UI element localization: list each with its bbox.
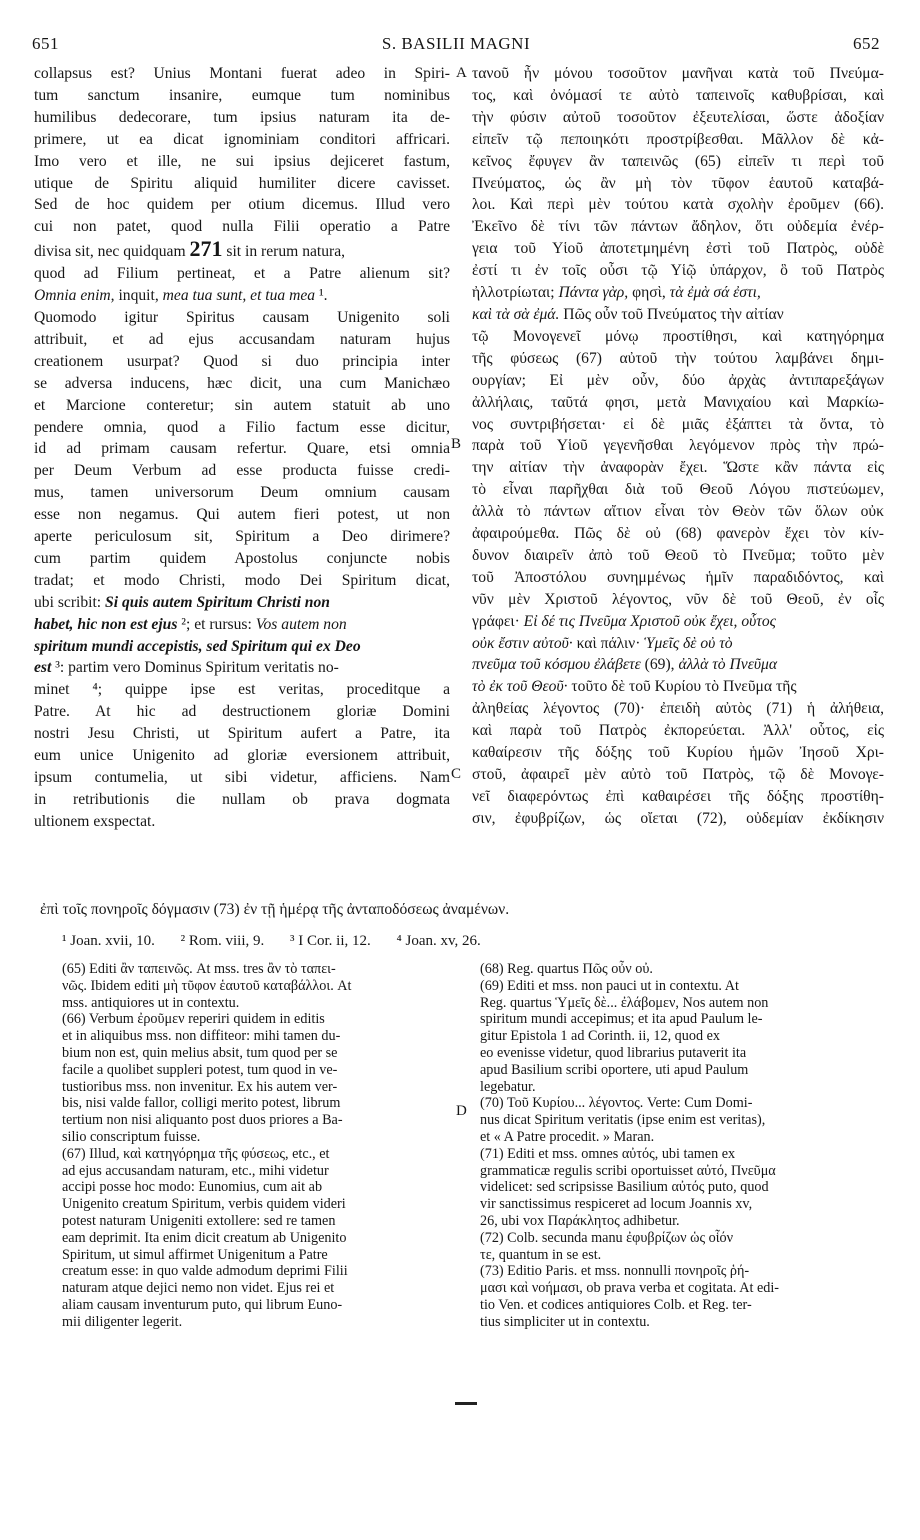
- greek-line: ἀλλὰ τὸ πάντων αἴτιον εἶναι τὸν Θεὸν τῶν ὅλων οὐκ: [472, 503, 884, 521]
- greek-line: τος, καὶ ὀνόμασί τε αὐτὸ ταπεινοῖς καθυβρίσαι, καὶ: [472, 86, 884, 104]
- footnote: (65) Editi ἂν ταπεινῶς. At mss. tres ἂν τὸ ταπει- νῶς. Ibidem editi μὴ τῦφον ἑαυτοῦ καταβάλλοι. At mss. antiquiores ut in contextu.: [62, 961, 352, 1011]
- greek-column: [472, 63, 884, 830]
- greek-line: καὶ τὰ σὰ ἐμά. Πῶς οὖν τοῦ Πνεύματος τὴν αἰτίαν: [472, 305, 784, 323]
- latin-line: ipsum contumelia, ut sibi videtur, afficiens. Nam: [34, 769, 450, 786]
- latin-line: spiritum mundi accepistis, sed Spiritum qui ex Deo: [34, 637, 361, 655]
- latin-line: cum partim quidem Apostolus conjuncte nobis: [34, 549, 450, 567]
- reference: ⁴ Joan. xv, 26.: [396, 933, 481, 949]
- greek-line: ἐστί τι ἐν τοῖς οὖσι τῷ Υἱῷ ὑπάρχον, ὃ τοῦ Πατρὸς: [472, 262, 884, 280]
- greek-line: την αἰτίαν τὴν ἀναφορὰν ἔχει. Ὥστε κἂν πάντα εἰς: [472, 459, 884, 477]
- latin-line: id ad primam causam refertur. Quare, etsi omnia: [34, 440, 450, 458]
- latin-line: cui non patet, quod nulla Filii operatio a Patre: [34, 218, 450, 236]
- footnote: (66) Verbum ἐροῦμεν reperiri quidem in editis et in aliquibus mss. non diffiteor: mihi tamen du- bium non est, quin melius absit, tum quod per se facile a quolibet suppleri potest, tum quod in ve- tustioribus mss. non invenitur. Ex his autem ver- bis, nisi valde fallor, colligi merito potest, librum tertium non nisi aliquanto post duos priores a Ba- silio conscriptum fuisse.: [62, 1011, 343, 1145]
- greek-line: Ἐκεῖνο δὲ τίνι τῶν πάντων ἄδηλον, ὅτι οὐδεμία ἐνέρ-: [472, 218, 884, 236]
- latin-line: per Deum Verbum ad esse producta fuisse credi-: [34, 462, 450, 480]
- greek-line: τῷ Μονογενεῖ μόνῳ προστίθησι, καὶ κατηγόρημα: [472, 327, 884, 345]
- latin-line: divisa sit, nec quidquam 271 sit in rerum natura,: [34, 238, 346, 262]
- footnote: (71) Editi et mss. omnes αὐτός, ubi tamen ex grammaticæ regulis scribi oportuisset αὐτό, Πνεῦμα videlicet: sed scripsisse Basilium αὐτός puto, quod vir sanctissimus respiceret ad locum Joannis xv, 26, ubi vox Παράκλητος adhibetur.: [480, 1145, 776, 1229]
- greek-line: τανοῦ ἦν μόνου τοσοῦτον μανῆναι κατὰ τοῦ Πνεύμα-: [472, 65, 884, 82]
- latin-line: minet ⁴; quippe ipse est veritas, proceditque a: [34, 681, 450, 699]
- end-dash-mark: [455, 1402, 477, 1405]
- greek-line: δυνον διαιρεῖν ἀπὸ τοῦ Θεοῦ τὸ Πνεῦμα; τοῦτο μὲν: [472, 546, 884, 564]
- greek-line: στοῦ, ἀφαιρεῖ μὲν αὐτὸ τοῦ Πατρὸς, τῷ δὲ Μονογε-: [472, 766, 884, 783]
- margin-letter-b: B: [451, 436, 462, 452]
- latin-line: pendere omnia, quod a Filio factum esse dicitur,: [34, 418, 450, 436]
- greek-line: ουργίαν; Εἰ μὲν οὖν, δύο ἀρχὰς ἀντιπαρεξάγων: [472, 371, 884, 389]
- latin-line: quod ad Filium pertineat, et a Patre alienum sit?: [34, 265, 450, 283]
- greek-line: γεια τοῦ Υἱοῦ ἀποτετμημένη ἐστὶ τοῦ Πατρὸς, οὐδὲ: [472, 240, 884, 258]
- latin-line: Patre. At hic ad destructionem gloriæ Domini: [34, 703, 450, 721]
- greek-line: ἀληθείας λέγοντος (70)· ἐπειδὴ αὐτὸς (71) ἡ ἀλήθεια,: [472, 700, 884, 718]
- footnotes-right: [480, 961, 880, 1331]
- greek-line: τὸ ἐκ τοῦ Θεοῦ· τοῦτο δὲ τοῦ Κυρίου τὸ Πνεῦμα τῆς: [472, 678, 797, 696]
- column-number: 271: [189, 238, 223, 262]
- greek-line: τοῦ Ἀποστόλου συνημμένως ἡμῖν παραδιδόντος, καὶ: [472, 568, 884, 586]
- left-page-number: 651: [32, 34, 59, 53]
- latin-line: Omnia enim, inquit, mea tua sunt, et tua mea ¹.: [34, 287, 328, 305]
- latin-line: Sed de hoc quidem per otium dicemus. Illud vero: [34, 196, 450, 214]
- footnote: (73) Editio Paris. et mss. nonnulli πονηροῖς ῥή- μασι καὶ νοήμασι, ob prava verba et cogitata. At edi- tio Ven. et codices antiquiores Colb. et Reg. ter- tius simpliciter ut in contextu.: [480, 1263, 780, 1330]
- scripture-references: [62, 933, 862, 950]
- greek-line: σιν, ἐφυβρίζων, ὡς οἴεται (72), οὐδεμίαν ἐκδίκησιν: [472, 809, 884, 827]
- footnote: (67) Illud, καὶ κατηγόρημα τῆς φύσεως, etc., et ad ejus accusandam naturam, etc., mihi videtur accipi posse hoc modo: Eunomius, cum ait ab Unigenito creatum Spiritum, verbis quidem videri potest naturam Unigeniti extollere: sed re tamen eam deprimit. Ita enim dicit creatum ab Unigenito Spiritum, ut simul affirmet Unigenitum a Patre creatum esse: in quo valde admodum deprimi Filii naturam atque dejici nemo non videt. Ejus rei et aliam causam inventurum puto, qui librum Euno- mii diligenter legerit.: [62, 1145, 348, 1330]
- greek-line: γράφει· Εἰ δέ τις Πνεῦμα Χριστοῦ οὐκ ἔχει, οὗτος: [472, 612, 777, 630]
- latin-line: utique de Spiritu aliquid humiliter dicere cavisset.: [34, 174, 450, 192]
- greek-line: κεῖνος ἔφυγεν ἂν ταπεινῶς (65) εἰπεῖν τι περὶ τοῦ: [472, 152, 884, 170]
- greek-line: τῆς φύσεως (67) αὐτοῦ τὴν τούτου λαμβάνει δημι-: [472, 349, 884, 367]
- spanning-greek-line: ἐπὶ τοῖς πονηροῖς δόγμασιν (73) ἐν τῇ ἡμέρᾳ τῆς ἀνταποδόσεως ἀναμένων.: [40, 901, 510, 918]
- footnote: (72) Colb. secunda manu ἐφυβρίζων ὡς οἷόν τε, quantum in se est.: [480, 1229, 734, 1263]
- footnote: (70) Τοῦ Κυρίου... λέγοντος. Verte: Cum Domi- nus dicat Spiritum veritatis (ipse enim est veritas), et « A Patre procedit. » Maran.: [480, 1095, 766, 1145]
- reference: ¹ Joan. xvii, 10.: [62, 933, 155, 949]
- latin-line: nostri Jesu Christi, ut Spiritum aufert a Patre, ita: [34, 725, 450, 743]
- page-header: [32, 34, 880, 58]
- greek-line: νεῖ διαφερόντως ἐπὶ καθαιρέσει τῆς δόξης προστίθη-: [472, 787, 884, 805]
- latin-column: [34, 63, 450, 833]
- latin-line: creationem usurpat? Quod si duo principia inter: [34, 352, 450, 370]
- latin-line: tum sanctum insanire, eumque tum nominibus: [34, 86, 450, 104]
- greek-line: ἀφαιρούμεθα. Πῶς δὲ οὐ (68) φανερὸν ἔχει τὸν κίν-: [472, 525, 884, 543]
- greek-line: ἀλλήλαις, ταῦτά φησι, μετὰ Μανιχαίου καὶ Μαρκίω-: [472, 393, 884, 411]
- latin-line: collapsus est? Unius Montani fuerat adeo in Spiri-: [34, 65, 450, 82]
- greek-line: Πνεύματος, ὡς ἂν μὴ τὸν τῦφον ἑαυτοῦ καταβά-: [472, 174, 884, 192]
- greek-line: πνεῦμα τοῦ κόσμου ἐλάβετε (69), ἀλλὰ τὸ Πνεῦμα: [472, 656, 778, 674]
- latin-line: est ³: partim vero Dominus Spiritum veritatis no-: [34, 659, 339, 677]
- latin-line: aperte periculosum sit, Spiritum a Deo dirimere?: [34, 528, 450, 546]
- latin-line: eum unice Unigenito ad gloriæ eversionem attribuit,: [34, 747, 450, 765]
- latin-line: attribuit, et ad ejus accusandam naturam hujus: [34, 330, 450, 348]
- greek-line: καθαίρεσιν τῆς δόξης τοῦ Κυρίου ἡμῶν Ἰησοῦ Χρι-: [472, 744, 884, 762]
- footnotes-left: [62, 961, 452, 1331]
- footnote: (68) Reg. quartus Πῶς οὖν οὐ.: [480, 961, 653, 977]
- latin-line: Imo vero et ille, ne sui ipsius dejiceret fastum,: [34, 152, 450, 170]
- latin-line: humilibus dedecorare, tum ipsius naturam ita de-: [34, 108, 450, 126]
- greek-line: νος συντριβήσεται· εἰ δὲ μιᾶς ἐξάπτει τὰ ὄντα, τὸ: [472, 415, 884, 433]
- greek-line: οὐκ ἔστιν αὐτοῦ· καὶ πάλιν· Ὑμεῖς δὲ οὐ τὸ: [472, 634, 733, 652]
- latin-line: et Marcione conteretur; sin autem statuit ab uno: [34, 396, 450, 414]
- reference: ³ I Cor. ii, 12.: [290, 933, 371, 949]
- greek-line: εἰπεῖν τῷ πεποιηκότι προστρίβεσθαι. Μᾶλλον δὲ κἀ-: [472, 130, 884, 148]
- latin-line: ultionem exspectat.: [34, 812, 156, 830]
- greek-line: ἠλλοτρίωται; Πάντα γὰρ, φησὶ, τὰ ἐμὰ σά ἐστι,: [472, 284, 761, 302]
- latin-line: esse non negamus. Qui autem fieri potest, ut non: [34, 506, 450, 524]
- latin-line: tradat; et modo Christi, modo Dei Spiritum dicat,: [34, 571, 450, 589]
- latin-line: primere, ut ea dicat ignominiam conditori affricari.: [34, 130, 450, 148]
- footnote: (69) Editi et mss. non pauci ut in contextu. At Reg. quartus Ὑμεῖς δὲ... ἐλάβομεν, Nos autem non spiritum mundi accepimus; et ita apud Paulum le- gitur Epistola 1 ad Corinth. ii, 12, quod ex eo evenisse videtur, quod librarius putaverit ita apud Basilium scribi oportere, uti apud Paulum legebatur.: [480, 977, 769, 1095]
- latin-line: in retributionis die nullam ob prava dogmata: [34, 790, 450, 808]
- right-page-number: 652: [853, 34, 880, 53]
- margin-letter-a: A: [456, 65, 467, 81]
- greek-line: λοι. Καὶ περὶ μὲν τούτου κατὰ σχολὴν ἐροῦμεν (66).: [472, 196, 884, 214]
- latin-line: mus, tamen universorum Deum omnium causam: [34, 484, 450, 502]
- margin-letter-d: D: [456, 1103, 467, 1119]
- latin-line: Quomodo igitur Spiritus causam Unigenito soli: [34, 308, 450, 326]
- greek-line: τὴν φύσιν αὐτοῦ τοσοῦτον ἐξευτελίσαι, ὥστε ἀδοξίαν: [472, 108, 884, 126]
- reference: ² Rom. viii, 9.: [180, 933, 265, 949]
- running-title: S. BASILII MAGNI: [381, 34, 531, 53]
- latin-line: ubi scribit: Si quis autem Spiritum Christi non: [34, 593, 330, 611]
- greek-line: νῦν μὲν Χριστοῦ λέγοντος, νῦν δὲ τοῦ Θεοῦ, ἐν οἷς: [472, 590, 884, 608]
- greek-line: τὸ εἶναι παρῆχθαι διὰ τοῦ Θεοῦ Λόγου πιστεύωμεν,: [472, 481, 884, 499]
- greek-line: παρὰ τοῦ Υἱοῦ γεγενῆσθαι λεγόμενον πρὸς τὴν πρώ-: [472, 437, 884, 455]
- latin-line: se adversa inducens, hæc dicit, una cum Manichæo: [34, 374, 450, 392]
- greek-line: καὶ παρὰ τοῦ Πατρὸς ἐκπορεύεται. Ἀλλ' οὗτος, εἰς: [472, 722, 884, 740]
- latin-line: habet, hic non est ejus ²; et rursus: Vos autem non: [34, 615, 347, 633]
- margin-letter-c: C: [451, 766, 462, 782]
